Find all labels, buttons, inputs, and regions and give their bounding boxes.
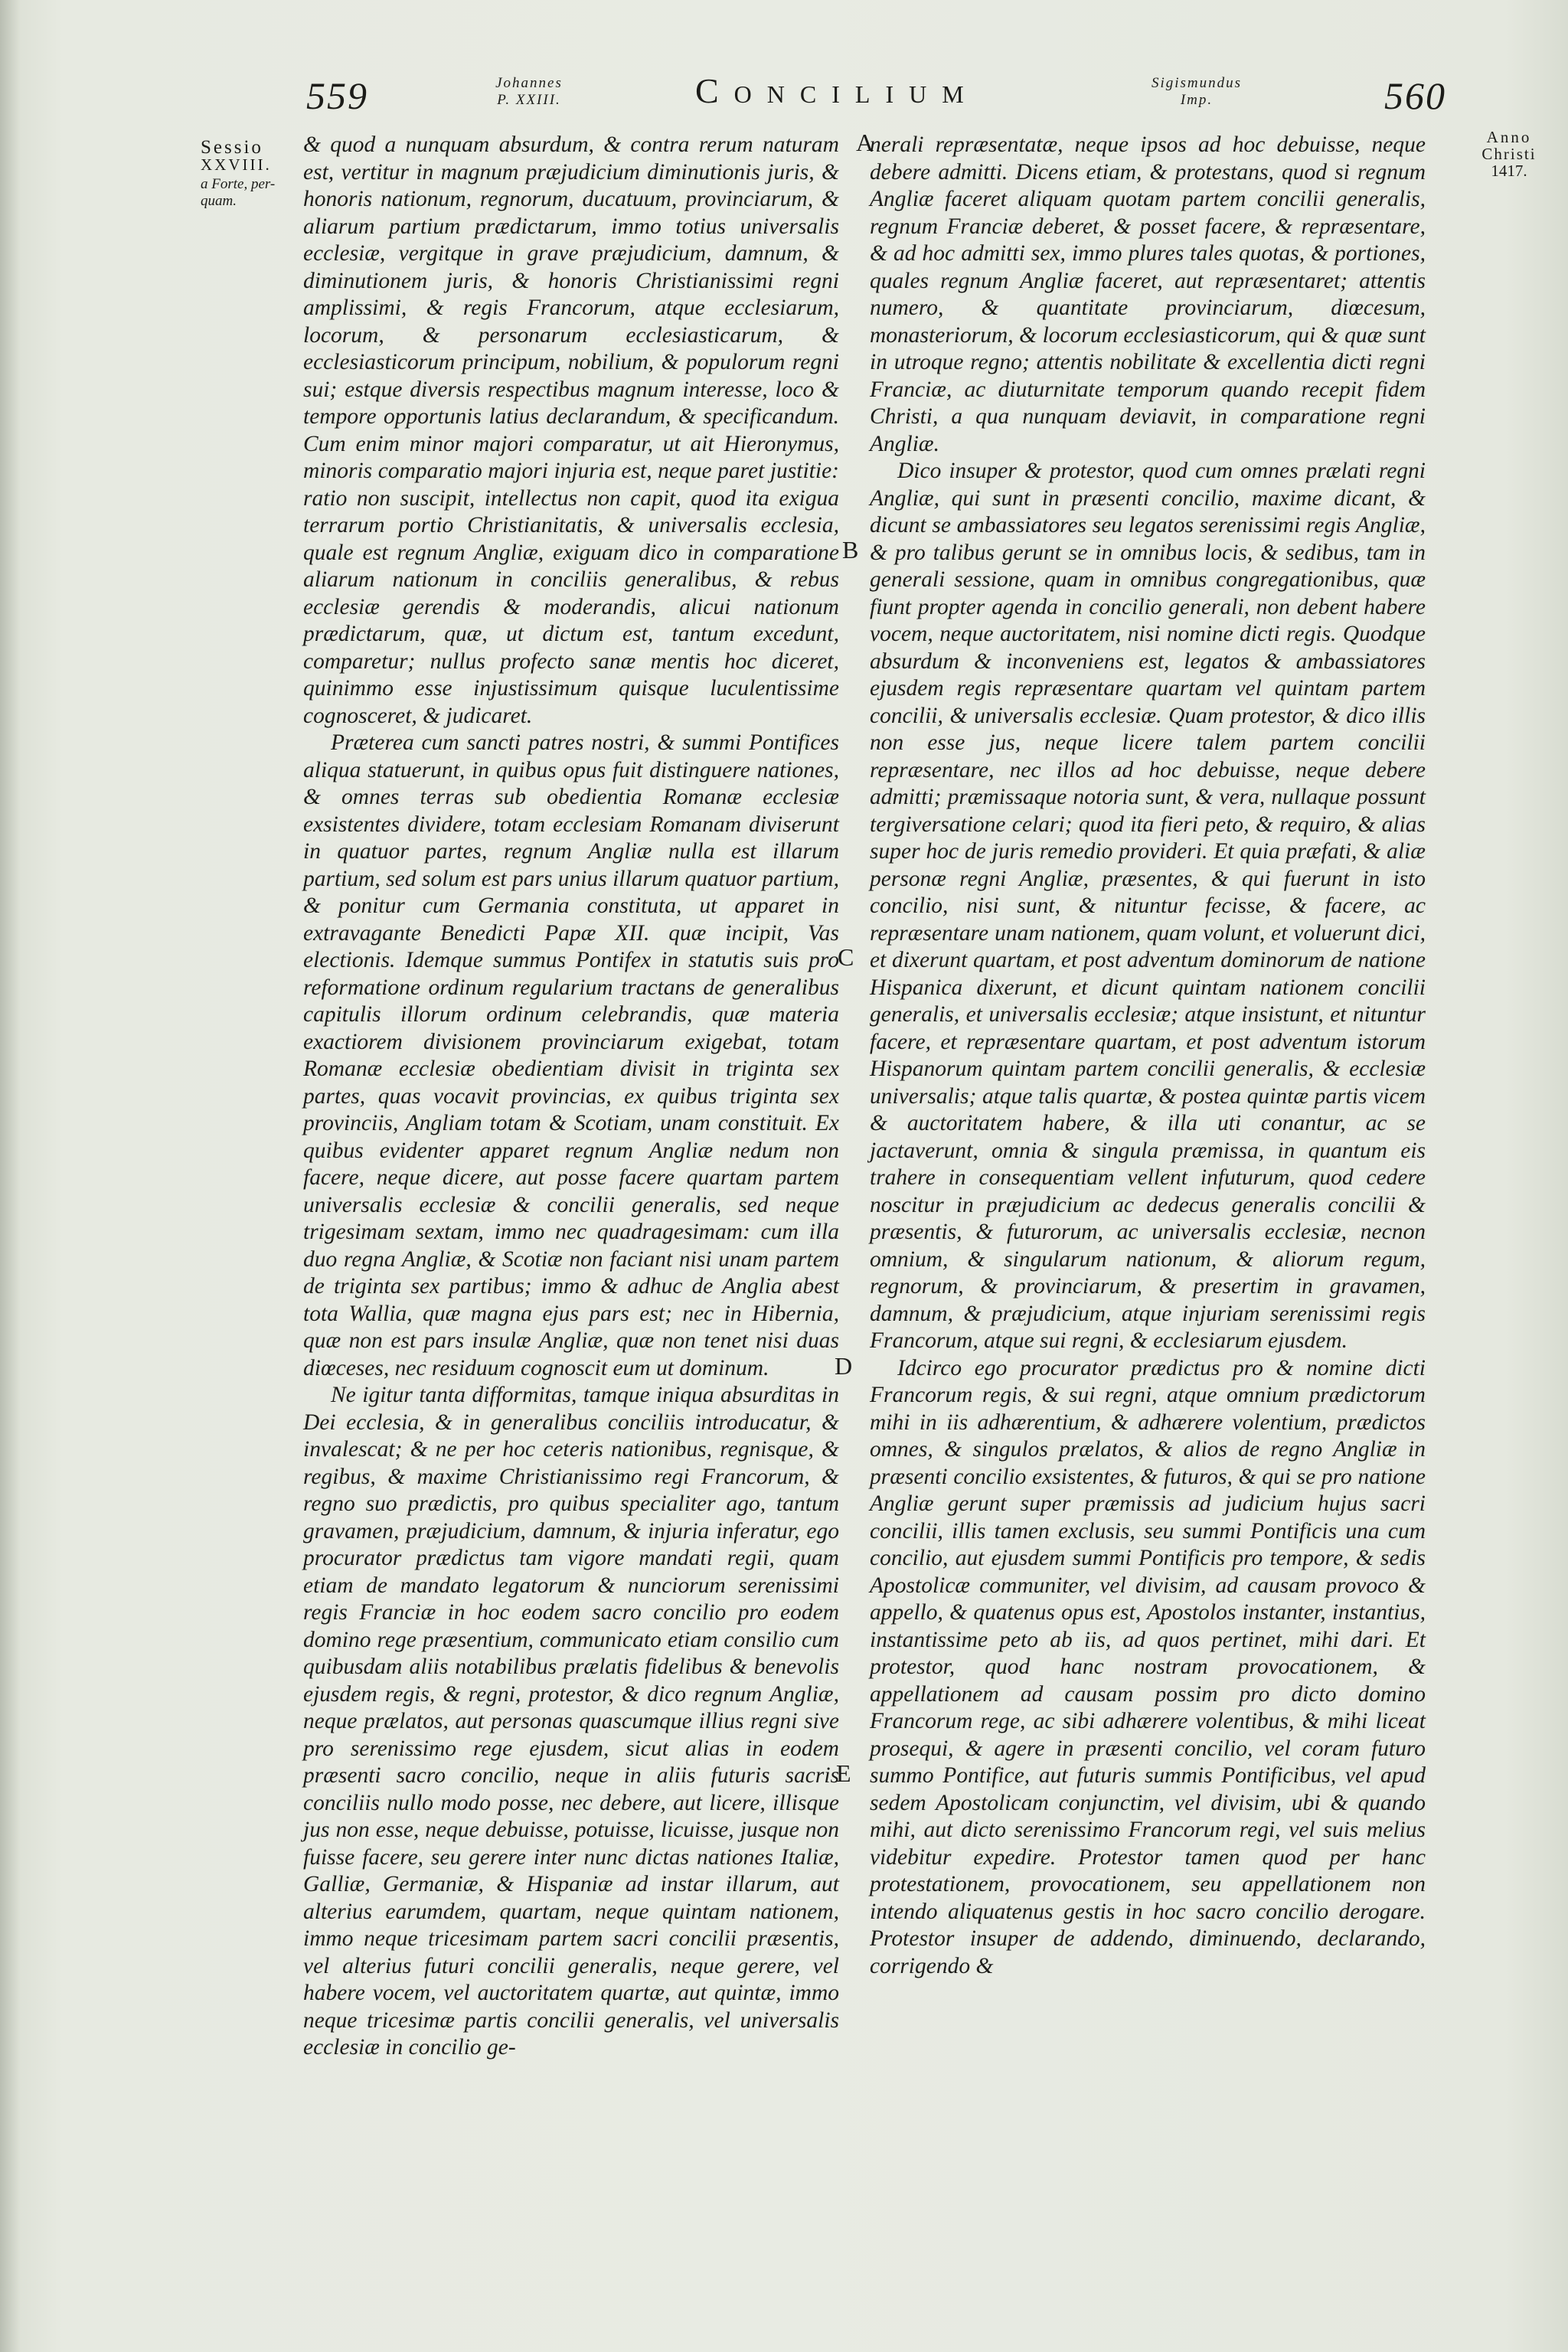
section-letter-c: C (838, 943, 854, 971)
page-number-right: 560 (1384, 74, 1446, 117)
margin-right-notes (1467, 129, 1551, 179)
margin-footnote: a Forte, per- (201, 176, 276, 192)
running-head-left-line1: Johannes (495, 75, 563, 91)
margin-left-notes (201, 139, 308, 210)
paragraph: & quod a nunquam absurdum, & contra rerum naturam est, vertitur in magnum præjudicium diminutionis juris, & honoris nationum, regnorum, ducatuum, provinciarum, & aliarum partium prædictarum, immo totius universalis ecclesiæ, vergitque in grave præjudicium, damnum, & diminutionem juris, & honoris Christianissimi regni amplissimi, & regis Francorum, atque ecclesiarum, locorum, & personarum ecclesiasticarum, & ecclesiasticorum principum, nobilium, & populorum regni sui; estque diversis respectibus magnum interesse, loco & tempore opportunis latius declarandum, & specificandum. Cum enim minor majori comparatur, ut ait Hieronymus, minoris comparatio majori injuria est, neque paret justitie: ratio non suscipit, intellectus non capit, quod ita exigua terrarum portio Christianitatis, & universalis ecclesia, quale est regnum Angliæ, exiguam dico in comparatione aliarum nationum in conciliis generalibus, & rebus ecclesiæ gerendis & moderandis, alicui nationum prædictarum, quæ, ut dictum est, tantum excedunt, comparetur; nullus profecto sanæ mentis hoc diceret, quinimmo esse injustissimum quisque luculentissime cognosceret, & judicaret. (303, 132, 839, 728)
paragraph: Idcirco ego procurator prædictus pro & nomine dicti Francorum regis, & sui regni, atque omnium prædictorum mihi in iis adhærentium, & adhærere volentium, prædictos omnes, & singulos prælatos, & alios de regno Angliæ in præsenti concilio exsistentes, & futuros, & qui se pro natione Angliæ gerunt super præmissis ad judicium hujus sacri concilii, illis tamen exclusis, seu summi Pontificis una cum concilio, aut ejusdem summi Pontificis pro tempore, & sedis Apostolicæ communiter, vel divisim, ad causam provoco & appello, & quatenus opus est, Apostolos instanter, instantius, instantissime peto ab iis, ad quos pertinet, mihi dari. Et protestor, quod hanc nostram provocationem, & appellationem ad causam possim pro dicto domino Francorum rege, ac sibi adhærere volentibus, & mihi liceat prosequi, & agere in præsenti concilio, vel coram futuro summo Pontifice, aut futuris summis Pontificibus, vel apud sedem Apostolicam conjunctim, vel divisim, ubi & quando mihi, aut dicto serenissimo Francorum regi, vel suis melius videbitur expedire. Protestor tamen quod per hanc protestationem, provocationem, seu appellationem non intendo aliquatenus gestis in hoc sacro concilio derogare. Protestor insuper de addendo, diminuendo, declarando, corrigendo & (870, 1355, 1426, 1978)
running-head-left (464, 75, 594, 136)
section-letter-a: A (856, 129, 874, 156)
section-letter-b: B (842, 536, 859, 564)
text-column-left (303, 132, 839, 2062)
text-column-right (870, 132, 1426, 1980)
binding-shadow (0, 0, 20, 2352)
running-head-right-line1: Sigismundus (1151, 75, 1243, 91)
christi-label: Christi (1481, 145, 1537, 163)
margin-footnote-cont: quam. (201, 193, 237, 209)
section-letter-e: E (836, 1759, 851, 1787)
anno-label: Anno (1486, 128, 1532, 146)
running-head-right (1124, 75, 1269, 136)
section-letter-d: D (835, 1352, 853, 1380)
paragraph: Præterea cum sancti patres nostri, & summi Pontifices aliqua statuerunt, in quibus opus fuit distinguere nationes, & omnes terras sub obedientia Romanæ ecclesiæ exsistentes dividere, totam ecclesiam Romanam diviserunt in quatuor partes, regnum Angliæ nulla est illarum partium, sed solum est pars unius illarum quatuor partium, & ponitur cum Germania constituta, ut apparet in extravagante Benedicti Papæ XII. quæ incipit, Vas electionis. Idemque summus Pontifex in statutis suis pro reformatione ordinum regularium tractans de generalibus capitulis illorum ordinum celebrandis, quæ materia exactiorem divisionem provinciarum exigebat, totam Romanæ ecclesiæ obedientiam divisit in triginta sex partes, quas vocavit provincias, ex quibus triginta sex provinciis, Angliam totam & Scotiam, unam constituit. Ex quibus evidenter apparet regnum Angliæ nedum non facere, neque dicere, aut posse facere quartam partem universalis ecclesiæ & concilii generalis, sed neque trigesimam sextam, immo nec quadragesimam: cum illa duo regna Angliæ, & Scotiæ non faciant nisi unam partem de triginta sex partibus; immo & adhuc de Anglia abest tota Wallia, quæ magna ejus pars est; nec in Hibernia, quæ non est pars insulæ Angliæ, quæ non tenet nisi duas diœceses, nec residuum cognoscit eum ut dominum. (303, 730, 839, 1380)
paragraph: nerali repræsentatæ, neque ipsos ad hoc debuisse, neque debere admitti. Dicens etiam, & protestans, quod si regnum Angliæ faceret aliquam quotam partem concilii generalis, regnum Franciæ deberet, & posset facere, & repræsentare, & ad hoc admitti sex, immo plures tales quotas, & portiones, quales regnum Angliæ faceret, aut repræsentaret; attentis numero, & quantitate provinciarum, diœcesum, monasteriorum, & locorum ecclesiasticorum, qui & quæ sunt in utroque regno; attentis nobilitate & excellentia dicti regni Franciæ, ac diuturnitate temporum quando recepit fidem Christi, a qua nunquam deviavit, in comparatione regni Angliæ. (870, 132, 1426, 456)
running-head-right-line2: Imp. (1180, 92, 1214, 108)
paragraph: Dico insuper & protestor, quod cum omnes prælati regni Angliæ, qui sunt in præsenti concilio, maxime dicant, & dicunt se ambassiatores seu legatos serenissimi regis Angliæ, & pro talibus gerunt se in omnibus locis, & sedibus, tam in generali sessione, quam in omnibus congregationibus, quæ fiunt propter agenda in concilio generali, non debent habere vocem, neque auctoritatem, nisi nomine dicti regis. Quodque absurdum & inconveniens est, legatos & ambassiatores ejusdem regis repræsentare quartam vel quintam partem concilii, & universalis ecclesiæ. Quam protestor, & dico illis non esse jus, neque licere talem partem concilii repræsentare, nec illos ad hoc debuisse, neque debere admitti; præmissaque notoria sunt, & vera, nullaque possunt tergiversatione celari; quod ita fieri peto, & requiro, & alias super hoc de juris remedio provideri. Et quia præfati, & aliæ personæ regni Angliæ, præsentes, & qui fuerunt in isto concilio, nisi sunt, & nituntur fecisse, & facere, ac repræsentare unam nationem, quam volunt, et voluerunt dici, et dixerunt quartam, et post adventum dominorum de natione Hispanica dixerunt, et dicunt quintam nationem concilii generalis, et universalis ecclesiæ; atque insistunt, et nituntur facere, et repræsentare quartam, et post adventum istorum Hispanorum quintam partem concilii generalis, & ecclesiæ universalis; atque talis quartæ, & postea quintæ partis vicem & auctoritatem habere, & illa uti conantur, ac se jactaverunt, omnia & singula præmissa, in quantum eis trahere in consequentiam vellent infuturum, quod cedere noscitur in præjudicium ac dedecus generalis concilii & præsentis, & futurorum, ac universalis ecclesiæ, necnon omnium, & singularum nationum, & aliorum regum, regnorum, & provinciarum, & presertim in gravamen, damnum, & præjudicium, atque injuriam serenissimi regis Francorum, atque sui regni, & ecclesiarum ejusdem. (870, 459, 1426, 1353)
session-label: Sessio (201, 137, 263, 158)
paragraph: Ne igitur tanta difformitas, tamque iniqua absurditas in Dei ecclesia, & in generalibus conciliis introducatur, & invalescat; & ne per hoc ceteris nationibus, regnisque, & regibus, & maxime Christianissimo regi Francorum, & regno suo prædictis, pro quibus specialiter ago, tantum gravamen, præjudicium, damnum, & injuria inferatur, ego procurator prædictus tam vigore mandati regii, quam etiam de mandato legatorum & nunciorum serenissimi regis Franciæ in hoc eodem sacro concilio pro eodem domino rege præsentium, communicato etiam consilio cum quibusdam aliis notabilibus prælatis fidelibus & benevolis ejusdem regis, & regni, protestor, & dico regnum Angliæ, neque prælatos, aut personas quascumque illius regni sive pro serenissimo rege ejusdem, sicut alias in eodem præsenti sacro concilio, neque in aliis futuris sacris conciliis nullo modo posse, nec debere, aut licere, illisque jus non esse, neque debuisse, potuisse, licuisse, jusque non fuisse facere, seu gerere inter nunc dictas nationes Italiæ, Galliæ, Germaniæ, & Hispaniæ ad instar illarum, aut alterius earumdem, quartam, neque quintam nationem, immo neque tricesimam partem sacri concilii præsentis, vel alterius futuri concilii generalis, neque gerere, vel habere vocem, vel auctoritatem quartæ, aut quintæ, immo neque tricesimæ partis concilii generalis, vel universalis ecclesiæ in concilio ge- (303, 1383, 839, 2060)
page-number-left: 559 (306, 74, 368, 117)
page-title: Concilium (695, 71, 979, 110)
year-label: 1417. (1491, 162, 1527, 180)
running-head-left-line2: P. XXIII. (497, 92, 561, 108)
session-number: XXVIII. (201, 155, 272, 174)
